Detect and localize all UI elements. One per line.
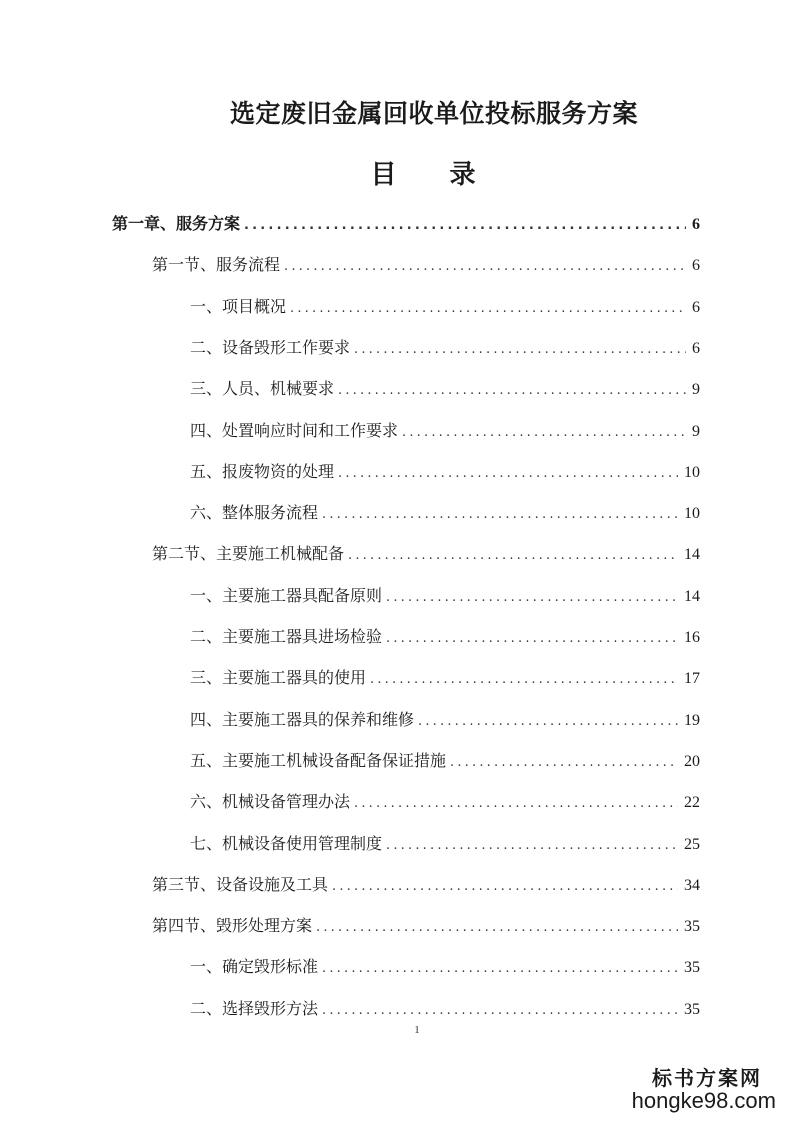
toc-entry[interactable] — [152, 914, 700, 938]
toc-dot-leader — [370, 668, 678, 692]
watermark-site-name: 标书方案网 — [652, 1066, 762, 1090]
toc-entry-label: 第一节、服务流程 — [152, 255, 281, 274]
toc-entry-label: 五、报废物资的处理 — [190, 462, 335, 481]
toc-entry[interactable] — [190, 377, 700, 401]
toc-entry-label: 四、主要施工器具的保养和维修 — [190, 710, 415, 729]
toc-entry-label: 二、主要施工器具进场检验 — [190, 627, 383, 646]
toc-entry-page: 35 — [684, 918, 700, 935]
toc-entry-page: 10 — [684, 505, 700, 522]
toc-dot-leader — [284, 255, 686, 279]
toc-entry[interactable] — [190, 295, 700, 319]
watermark-logo — [632, 1068, 776, 1112]
toc-dot-leader — [332, 875, 678, 899]
toc-entry[interactable] — [152, 253, 700, 277]
toc-entry[interactable] — [190, 501, 700, 525]
watermark-url: hongke98.com — [631, 1088, 776, 1113]
toc-entry-label: 五、主要施工机械设备配备保证措施 — [190, 751, 447, 770]
toc-dot-leader — [244, 214, 686, 238]
toc-entry-page: 14 — [684, 546, 700, 563]
toc-entry-label: 第二节、主要施工机械配备 — [152, 544, 345, 563]
toc-entry[interactable] — [190, 460, 700, 484]
toc-entry-label: 三、主要施工器具的使用 — [190, 668, 367, 687]
toc-entry-label: 六、机械设备管理办法 — [190, 792, 351, 811]
toc-entry-page: 35 — [684, 959, 700, 976]
toc-dot-leader — [402, 421, 686, 445]
toc-entry-label: 七、机械设备使用管理制度 — [190, 834, 383, 853]
toc-entry-page: 19 — [684, 712, 700, 729]
toc-entry[interactable] — [190, 832, 700, 856]
toc-entry-label: 第一章、服务方案 — [112, 214, 241, 233]
toc-entry-page: 9 — [692, 381, 700, 398]
toc-entry-label: 三、人员、机械要求 — [190, 379, 335, 398]
toc-entry[interactable] — [190, 336, 700, 360]
toc-dot-leader — [338, 462, 678, 486]
toc-entry-page: 25 — [684, 836, 700, 853]
toc-dot-leader — [418, 710, 678, 734]
toc-entry-label: 一、项目概况 — [190, 297, 287, 316]
toc-dot-leader — [338, 379, 686, 403]
toc-dot-leader — [290, 297, 686, 321]
toc-entry-label: 六、整体服务流程 — [190, 503, 319, 522]
toc-entry-page: 35 — [684, 1001, 700, 1018]
toc-entry-page: 10 — [684, 464, 700, 481]
toc-entry[interactable] — [190, 708, 700, 732]
toc-entry[interactable] — [190, 955, 700, 979]
toc-dot-leader — [354, 338, 686, 362]
toc-entry-label: 二、设备毁形工作要求 — [190, 338, 351, 357]
toc-dot-leader — [316, 916, 678, 940]
toc-entry-page: 6 — [692, 257, 700, 274]
toc-dot-leader — [386, 627, 678, 651]
page-number: 1 — [414, 1024, 420, 1036]
toc-entry[interactable] — [190, 749, 700, 773]
toc-entry-page: 6 — [692, 299, 700, 316]
toc-entry[interactable] — [190, 666, 700, 690]
toc-entry-page: 6 — [692, 216, 700, 233]
toc-dot-leader — [386, 586, 678, 610]
toc-entry-label: 第四节、毁形处理方案 — [152, 916, 313, 935]
toc-entry[interactable] — [190, 625, 700, 649]
toc-heading: 目 录 — [370, 160, 498, 190]
toc-entry-page: 16 — [684, 629, 700, 646]
toc-dot-leader — [322, 999, 678, 1023]
toc-entry-page: 22 — [684, 794, 700, 811]
toc-entry[interactable] — [190, 419, 700, 443]
toc-entry-page: 20 — [684, 753, 700, 770]
toc-entry[interactable] — [112, 212, 700, 236]
toc-entry-page: 14 — [684, 588, 700, 605]
toc-dot-leader — [322, 957, 678, 981]
toc-dot-leader — [450, 751, 678, 775]
toc-entry-label: 四、处置响应时间和工作要求 — [190, 421, 399, 440]
toc-entry[interactable] — [190, 997, 700, 1021]
toc-dot-leader — [348, 544, 678, 568]
toc-entry-page: 9 — [692, 423, 700, 440]
toc-dot-leader — [322, 503, 678, 527]
toc-dot-leader — [386, 834, 678, 858]
toc-entry[interactable] — [152, 873, 700, 897]
toc-entry[interactable] — [190, 790, 700, 814]
toc-entry-label: 第三节、设备设施及工具 — [152, 875, 329, 894]
toc-entry-label: 二、选择毁形方法 — [190, 999, 319, 1018]
toc-entry[interactable] — [190, 584, 700, 608]
toc-entry-page: 34 — [684, 877, 700, 894]
toc-entry[interactable] — [152, 542, 700, 566]
document-title: 选定废旧金属回收单位投标服务方案 — [229, 99, 638, 128]
toc-dot-leader — [354, 792, 678, 816]
toc-entry-page: 6 — [692, 340, 700, 357]
toc-entry-label: 一、主要施工器具配备原则 — [190, 586, 383, 605]
toc-entry-label: 一、确定毁形标准 — [190, 957, 319, 976]
toc-entry-page: 17 — [684, 670, 700, 687]
